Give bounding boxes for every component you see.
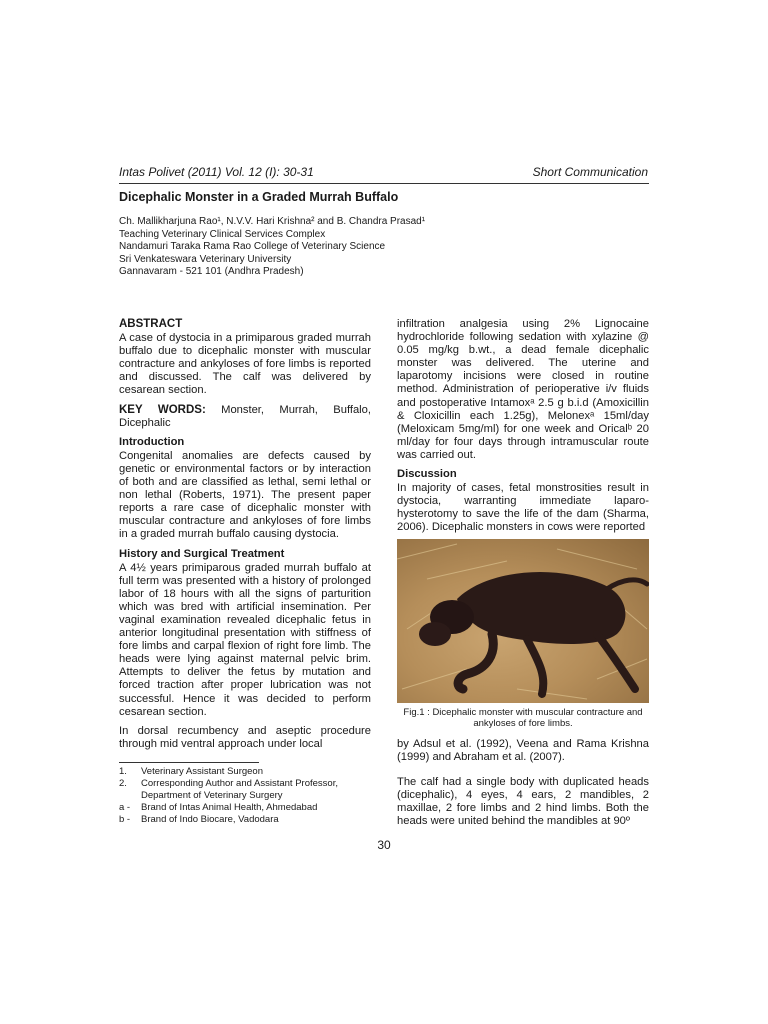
figure-photo-dicephalic-calf <box>397 539 649 703</box>
introduction-heading: Introduction <box>119 435 185 448</box>
discussion-text: In majority of cases, fetal monstrosities result in dystocia, warranting immediate laparo-hysterotomy to save the life of the dam (Sharma, 2006). Dicephalic monsters in cows were reported <box>397 482 649 534</box>
footnote <box>119 766 371 778</box>
footnote-text: Veterinary Assistant Surgeon <box>141 766 263 777</box>
footnote-mark: b - <box>119 814 131 825</box>
discussion-heading: Discussion <box>397 468 457 481</box>
footnote-rule <box>119 762 259 763</box>
footnote-text: Corresponding Author and Assistant Professor, Department of Veterinary Surgery <box>141 778 338 801</box>
footnote-mark: 2. <box>119 778 127 789</box>
description-paragraph: The calf had a single body with duplicated heads (dicephalic), 4 eyes, 4 ears, 2 mandibles, 2 maxillae, 2 fore limbs and 2 hind limbs. Both the heads were united behind the mandibles at 90º <box>397 775 649 827</box>
citation-paragraph: by Adsul et al. (1992), Veena and Rama Krishna (1999) and Abraham et al. (2007). <box>397 737 649 763</box>
affiliation-line: Nandamuri Taraka Rama Rao College of Veterinary Science <box>119 241 386 252</box>
footnote-text: Brand of Indo Biocare, Vadodara <box>141 814 279 825</box>
footnotes <box>119 766 371 826</box>
abstract-text: A case of dystocia in a primiparous graded murrah buffalo due to dicephalic monster with muscular contracture and ankyloses of fore limbs is reported and discussed. The calf was delivered by cesarean section. <box>119 332 371 397</box>
keywords-heading: KEY WORDS: <box>119 403 206 416</box>
affiliation-line: Gannavaram - 521 101 (Andhra Pradesh) <box>119 266 304 277</box>
affiliation-line: Sri Venkateswara Veterinary University <box>119 253 292 265</box>
figure-caption: Fig.1 : Dicephalic monster with muscular contracture and ankyloses of fore limbs. <box>403 706 643 729</box>
treatment-continued: infiltration analgesia using 2% Lignocaine hydrochloride following sedation with xylazine @ 0.05 mg/kg b.wt., a dead female dicephalic monster was delivered. The uterine and laparotomy incisions were closed in routine method. Administration of perioperative i/v fluids and postoperative Intamoxᵃ 2.5 g b.i.d (Amoxicillin & Cloxicillin each 1.25g), Melonexᵃ 15ml/day (Meloxicam 5mg/ml) for one week and Oricalᵇ 20 ml/day for four days through intramuscular route was carried out. <box>397 318 649 461</box>
section-label: Short Communication <box>532 165 648 179</box>
footnote <box>119 802 371 814</box>
author-names: Ch. Mallikharjuna Rao¹, N.V.V. Hari Krishna² and B. Chandra Prasad¹ <box>119 216 426 227</box>
calf-illustration <box>397 539 649 703</box>
footnote-text: Brand of Intas Animal Health, Ahmedabad <box>141 802 318 813</box>
journal-citation: Intas Polivet (2011) Vol. 12 (I): 30-31 <box>119 165 314 179</box>
footnote-mark: 1. <box>119 766 127 777</box>
history-paragraph: A 4½ years primiparous graded murrah buffalo at full term was presented with a history of prolonged labor of 18 hours with all the signs of parturition which was bred with artificial insemination. Per vaginal examination revealed dicephalic fetus in anterior longitudinal presentation with stiffness of fore limbs and carpal flexion of right fore limb. The heads were lying against maternal pelvic brim. Attempts to deliver the fetus by mutation and forced traction after proper lubrication was not successful. Hence it was decided to perform cesarean section. <box>119 561 371 718</box>
header-rule <box>119 183 649 184</box>
introduction-text: Congenital anomalies are defects caused by genetic or environmental factors or by interaction of both and are classified as lethal, semi lethal or non lethal (Roberts, 1971). The present paper reports a rare case of dicephalic monster with muscular contracture and ankyloses of fore limbs in a graded murrah buffalo causing dystocia. <box>119 449 371 541</box>
abstract-heading: ABSTRACT <box>119 318 183 330</box>
history-paragraph: In dorsal recumbency and aseptic procedure through mid ventral approach under local <box>119 724 371 750</box>
history-heading: History and Surgical Treatment <box>119 547 285 560</box>
left-column <box>119 318 371 757</box>
article-title: Dicephalic Monster in a Graded Murrah Buffalo <box>119 190 399 204</box>
footnote-mark: a - <box>119 802 131 813</box>
page-number: 30 <box>377 838 391 852</box>
affiliation-line: Teaching Veterinary Clinical Services Complex <box>119 228 326 240</box>
keywords-text: Monster, Murrah, Buffalo, Dicephalic <box>119 403 371 429</box>
right-column <box>397 318 649 834</box>
footnote <box>119 814 371 826</box>
author-block <box>119 216 425 279</box>
footnote <box>119 778 371 802</box>
keywords <box>119 404 371 430</box>
